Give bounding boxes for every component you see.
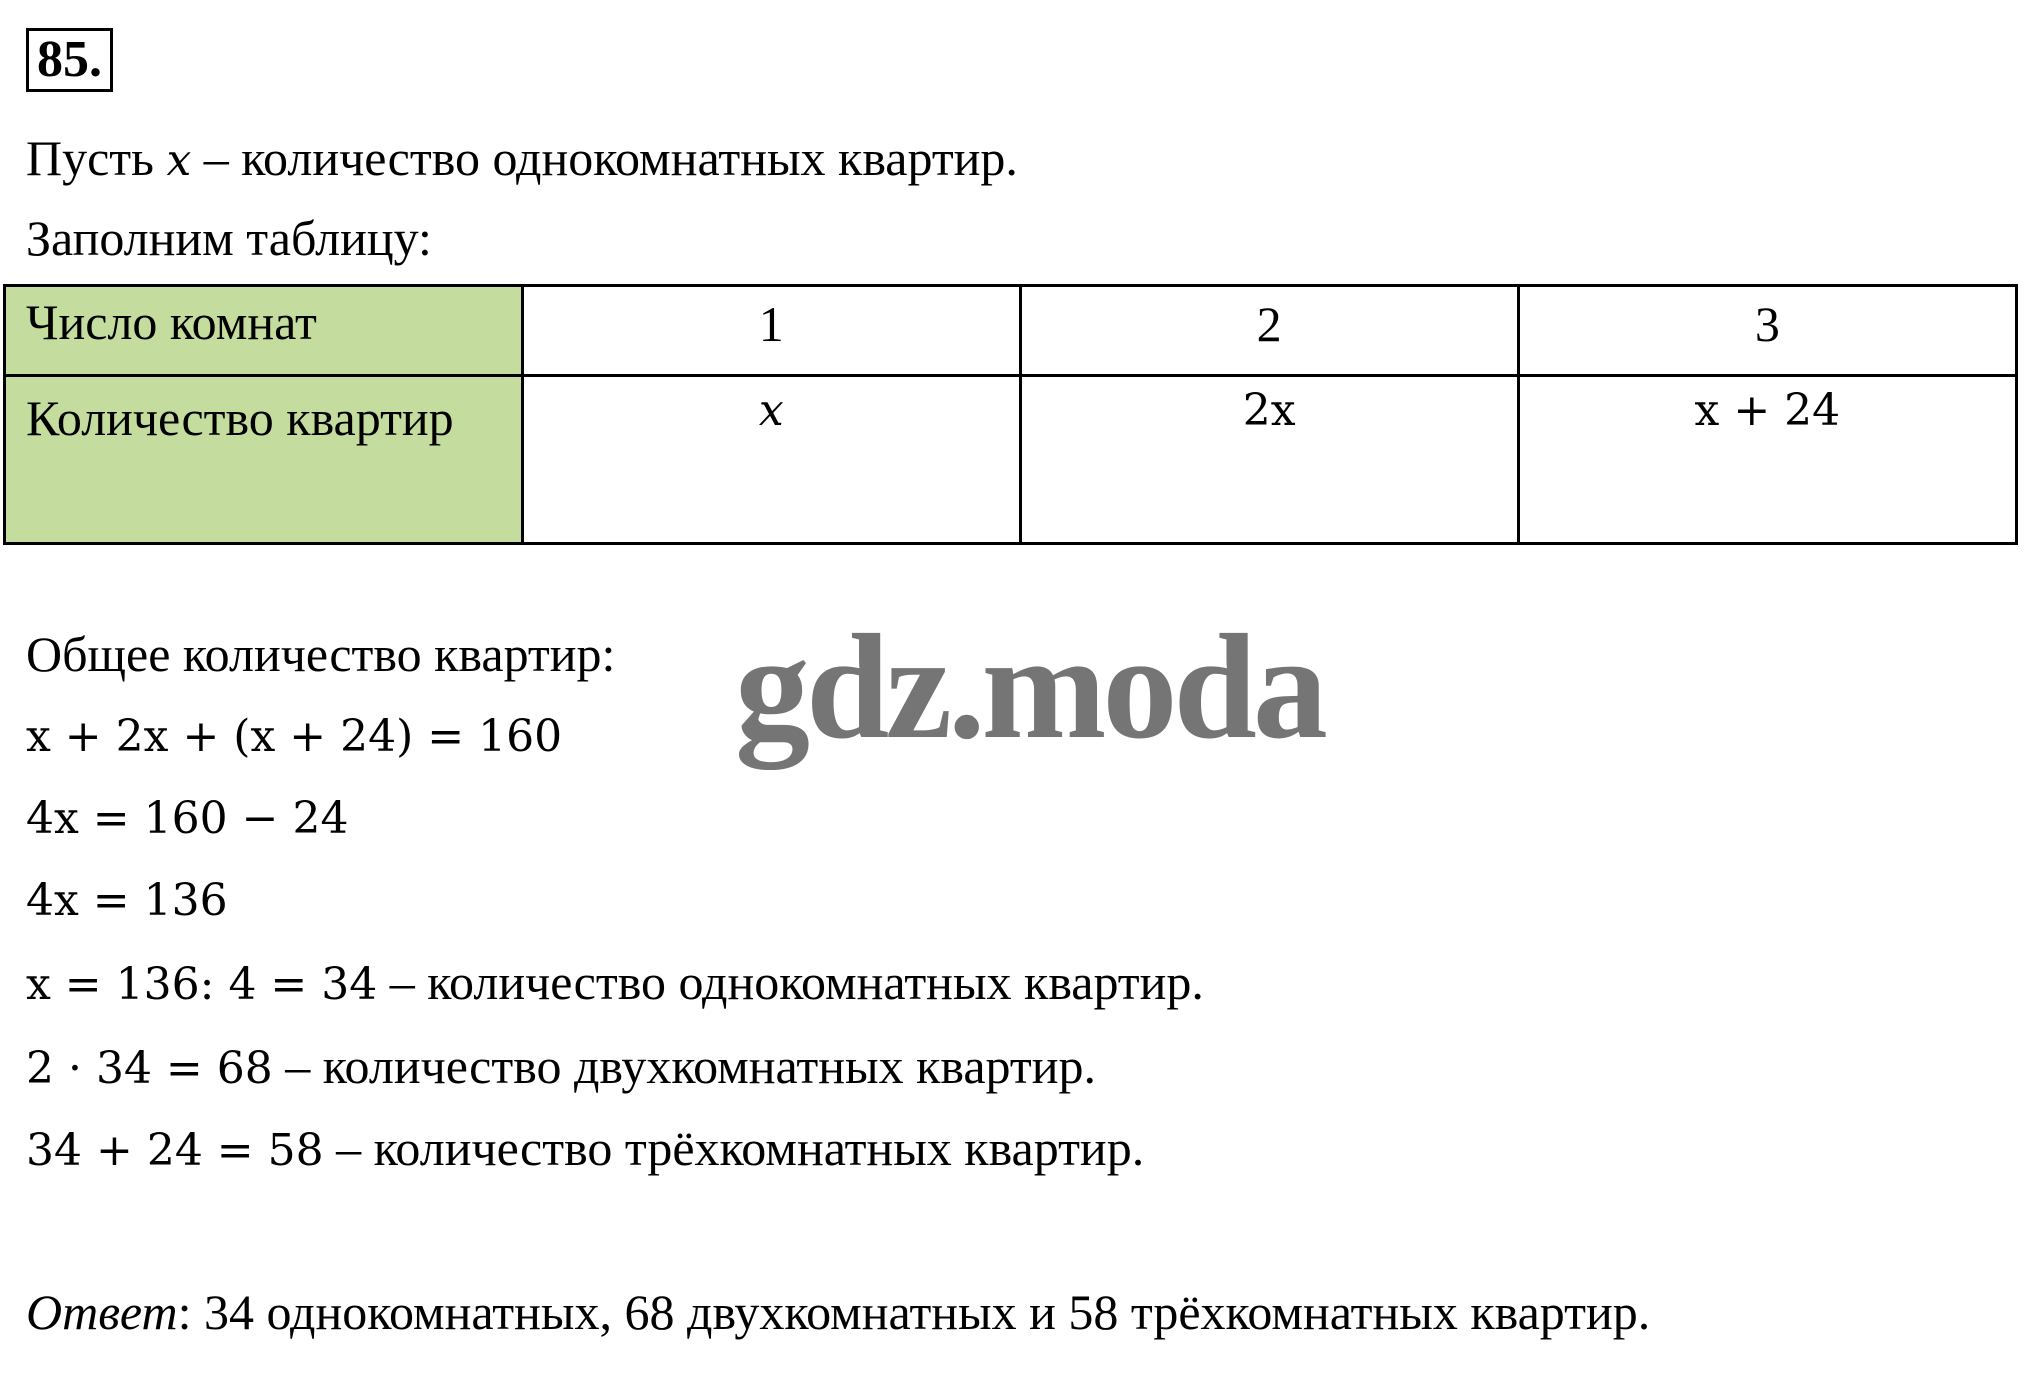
table-header-count: Количество квартир [5, 376, 523, 544]
intro-let-prefix: Пусть [26, 130, 167, 186]
intro-let-suffix: – количество однокомнатных квартир. [191, 130, 1018, 186]
equation-4-text: – количество однокомнатных квартир. [377, 954, 1204, 1010]
equation-5-text: – количество двухкомнатных квартир. [272, 1038, 1096, 1094]
answer-text: : 34 однокомнатных, 68 двухкомнатных и 58 трёхкомнатных квартир. [177, 1284, 1651, 1340]
equation-2: 4x = 160 − 24 [26, 793, 349, 844]
intro-line [26, 128, 1018, 191]
equation-1: x + 2x + (x + 24) = 160 [26, 711, 563, 762]
table-cell-count-2: 2x [1020, 376, 1518, 544]
intro-variable: x [166, 135, 192, 186]
table-cell-count-1: x [522, 376, 1020, 544]
table-header-rooms: Число комнат [5, 286, 523, 376]
equation-3: 4x = 136 [26, 875, 228, 926]
equation-6-text: – количество трёхкомнатных квартир. [323, 1120, 1145, 1176]
table-cell-rooms-1: 1 [522, 286, 1020, 376]
equation-5-line [26, 1036, 1096, 1099]
fill-table-line: Заполним таблицу: [26, 210, 432, 266]
equation-6: 34 + 24 = 58 [26, 1125, 324, 1176]
equation-5: 2 · 34 = 68 [26, 1043, 273, 1094]
problem-number: 85. [26, 28, 113, 92]
equation-4-line [26, 952, 1204, 1015]
table-row-count [5, 376, 2017, 544]
equation-6-line [26, 1118, 1144, 1181]
table-row-rooms [5, 286, 2017, 376]
watermark-logo: gdz.moda [735, 604, 1324, 770]
total-label: Общее количество квартир: [26, 626, 616, 682]
table-cell-count-3: x + 24 [1518, 376, 2016, 544]
table-cell-rooms-2: 2 [1020, 286, 1518, 376]
rooms-table [3, 284, 2018, 545]
answer-line [26, 1282, 1650, 1342]
answer-label: Ответ [26, 1284, 178, 1340]
equation-4: x = 136: 4 = 34 [26, 959, 378, 1010]
table-cell-rooms-3: 3 [1518, 286, 2016, 376]
